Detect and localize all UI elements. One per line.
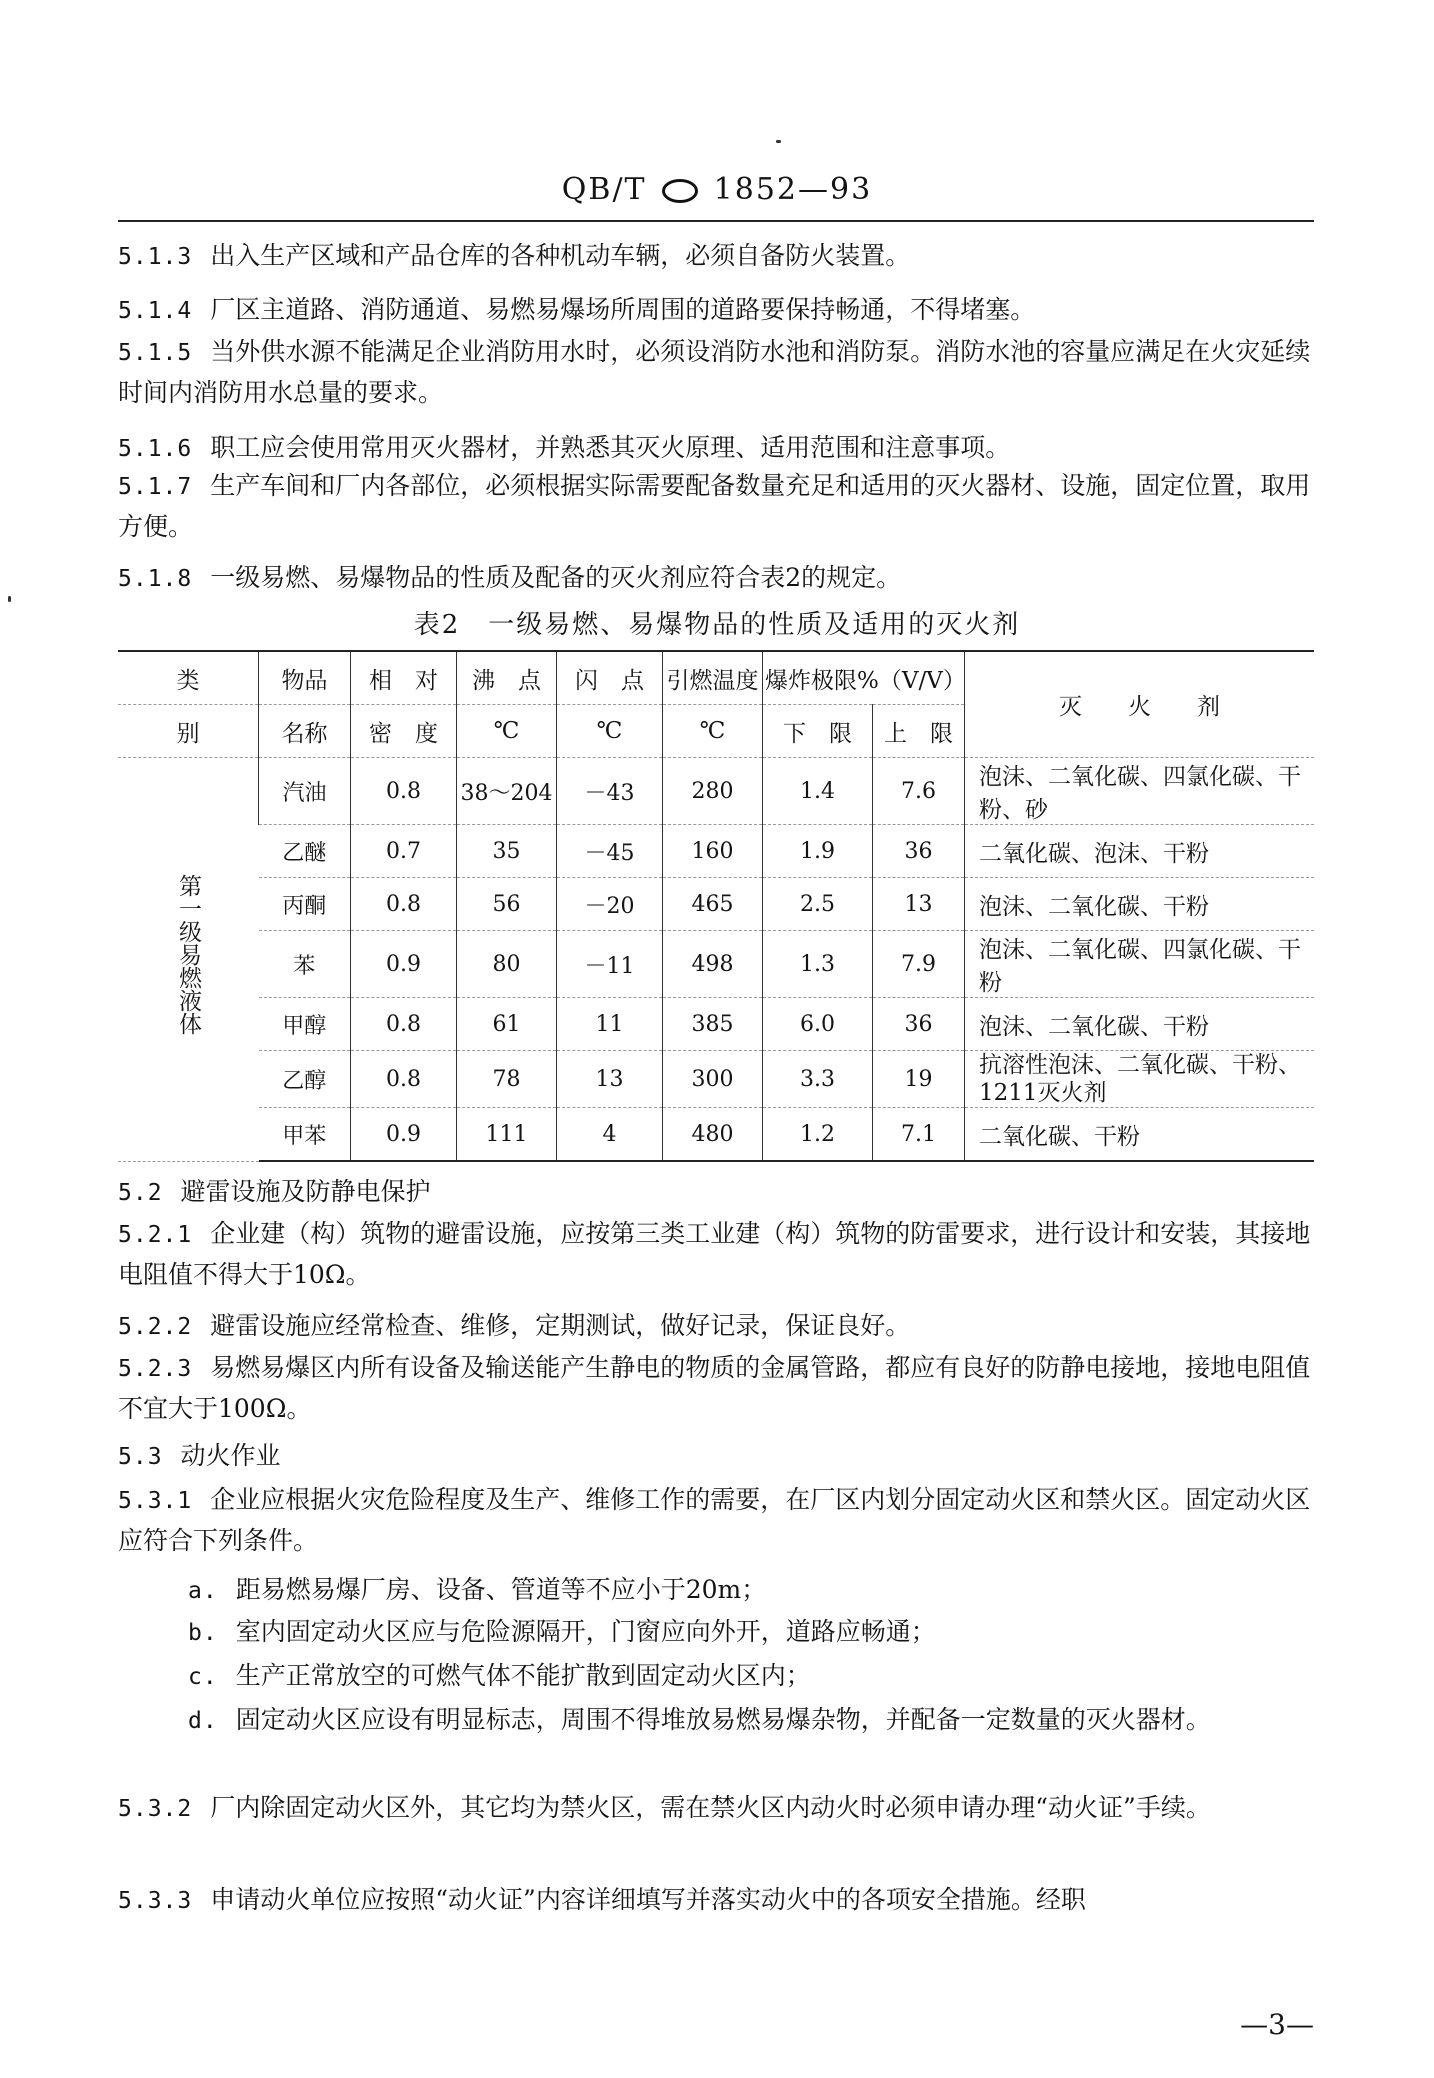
cell-flash: 4 xyxy=(557,1108,663,1162)
standard-code-number: 1852—93 xyxy=(713,172,873,207)
section-5-2-2 xyxy=(118,1306,1314,1347)
cell-name: 乙醇 xyxy=(259,1051,351,1108)
section-number: 5.2 xyxy=(118,1180,163,1206)
condition-d xyxy=(118,1700,1314,1741)
section-text: 一级易燃、易爆物品的性质及配备的灭火剂应符合表2的规定。 xyxy=(210,563,902,592)
condition-letter: c. xyxy=(188,1664,218,1690)
section-number: 5.1.7 xyxy=(118,474,193,500)
header-item-name: 名称 xyxy=(259,705,351,758)
header-flash-unit: ℃ xyxy=(557,705,663,758)
cell-ignite: 280 xyxy=(663,758,763,825)
cell-boil: 61 xyxy=(457,998,557,1051)
header-extinguishing-agent: 灭 火 剂 xyxy=(965,651,1315,758)
cell-agent: 二氧化碳、干粉 xyxy=(965,1108,1315,1162)
cell-ignite: 385 xyxy=(663,998,763,1051)
condition-a xyxy=(188,1570,1314,1611)
cell-upper: 7.9 xyxy=(873,931,965,998)
section-number: 5.1.3 xyxy=(118,244,193,270)
section-5-2-1 xyxy=(118,1214,1314,1295)
condition-text: 固定动火区应设有明显标志，周围不得堆放易燃易爆杂物，并配备一定数量的灭火器材。 xyxy=(235,1705,1211,1734)
table-row xyxy=(118,1108,1314,1162)
section-text: 避雷设施及防静电保护 xyxy=(180,1177,431,1206)
cell-upper: 19 xyxy=(873,1051,965,1108)
section-number: 5.3.2 xyxy=(118,1796,193,1822)
condition-text: 室内固定动火区应与危险源隔开，门窗应向外开，道路应畅通； xyxy=(235,1617,936,1646)
section-5-1-7 xyxy=(118,466,1314,547)
cell-boil: 56 xyxy=(457,878,557,931)
cell-ignite: 465 xyxy=(663,878,763,931)
header-category: 别 xyxy=(118,705,259,758)
table-row xyxy=(118,758,1314,825)
section-text: 申请动火单位应按照“动火证”内容详细填写并落实动火中的各项安全措施。经职 xyxy=(210,1885,1086,1914)
section-5-3-2 xyxy=(118,1788,1314,1829)
header-item-name: 物品 xyxy=(259,651,351,705)
header-density: 相 对 xyxy=(351,651,457,705)
table-row xyxy=(118,1051,1314,1108)
header-boiling-point: 沸 点 xyxy=(457,651,557,705)
section-5-3-3 xyxy=(118,1880,1314,1921)
cell-agent: 泡沫、二氧化碳、四氯化碳、干粉、砂 xyxy=(965,758,1315,825)
cell-density: 0.9 xyxy=(351,1108,457,1162)
cell-upper: 7.1 xyxy=(873,1108,965,1162)
condition-letter: a. xyxy=(188,1578,218,1604)
header-lower-limit: 下 限 xyxy=(763,705,873,758)
cell-flash: －43 xyxy=(557,758,663,825)
scan-speck xyxy=(776,140,781,143)
header-density: 密 度 xyxy=(351,705,457,758)
standard-mark-icon xyxy=(662,179,698,203)
cell-boil: 35 xyxy=(457,825,557,878)
header-ignition-unit: ℃ xyxy=(663,705,763,758)
condition-letter: b. xyxy=(188,1620,218,1646)
section-text: 厂内除固定动火区外，其它均为禁火区，需在禁火区内动火时必须申请办理“动火证”手续。 xyxy=(210,1793,1211,1822)
scan-speck xyxy=(8,596,11,602)
category-label: 第一级易燃液体 xyxy=(175,873,201,1035)
section-5-1-8 xyxy=(118,558,1314,599)
section-number: 5.1.6 xyxy=(118,436,193,462)
cell-lower: 2.5 xyxy=(763,878,873,931)
cell-boil: 78 xyxy=(457,1051,557,1108)
properties-table xyxy=(118,650,1314,1162)
cell-name: 甲醇 xyxy=(259,998,351,1051)
standard-code-prefix: QB/T xyxy=(561,172,647,207)
table-row xyxy=(118,998,1314,1051)
header-divider xyxy=(118,220,1314,222)
cell-lower: 1.3 xyxy=(763,931,873,998)
header-flash-point: 闪 点 xyxy=(557,651,663,705)
section-number: 5.3.3 xyxy=(118,1888,193,1914)
cell-name: 苯 xyxy=(259,931,351,998)
section-number: 5.2.3 xyxy=(118,1356,193,1382)
cell-density: 0.8 xyxy=(351,878,457,931)
cell-agent: 泡沫、二氧化碳、四氯化碳、干粉 xyxy=(965,931,1315,998)
section-text: 企业应根据火灾危险程度及生产、维修工作的需要，在厂区内划分固定动火区和禁火区。固定动火区应符合下列条件。 xyxy=(118,1485,1311,1555)
condition-b xyxy=(188,1612,1314,1653)
cell-boil: 38～204 xyxy=(457,758,557,825)
cell-density: 0.8 xyxy=(351,758,457,825)
table-row xyxy=(118,931,1314,998)
cell-name: 丙酮 xyxy=(259,878,351,931)
cell-density: 0.9 xyxy=(351,931,457,998)
section-number: 5.3 xyxy=(118,1444,163,1470)
cell-ignite: 300 xyxy=(663,1051,763,1108)
section-number: 5.2.2 xyxy=(118,1314,193,1340)
cell-ignite: 160 xyxy=(663,825,763,878)
header-boiling-unit: ℃ xyxy=(457,705,557,758)
cell-upper: 36 xyxy=(873,825,965,878)
condition-letter: d. xyxy=(188,1708,218,1734)
section-5-3-1 xyxy=(118,1480,1314,1561)
section-5-2 xyxy=(118,1172,1314,1213)
cell-flash: －11 xyxy=(557,931,663,998)
section-text: 厂区主道路、消防通道、易燃易爆场所周围的道路要保持畅通，不得堵塞。 xyxy=(210,295,1036,324)
table-caption: 表2 一级易燃、易爆物品的性质及适用的灭火剂 xyxy=(413,610,1021,640)
section-text: 生产车间和厂内各部位，必须根据实际需要配备数量充足和适用的灭火器材、设施，固定位置，取用方便。 xyxy=(118,471,1311,541)
document-header xyxy=(0,172,1434,207)
category-cell xyxy=(118,758,259,1162)
cell-boil: 80 xyxy=(457,931,557,998)
cell-agent: 二氧化碳、泡沫、干粉 xyxy=(965,825,1315,878)
cell-boil: 111 xyxy=(457,1108,557,1162)
section-text: 职工应会使用常用灭火器材，并熟悉其灭火原理、适用范围和注意事项。 xyxy=(210,433,1011,462)
section-number: 5.2.1 xyxy=(118,1222,193,1248)
header-upper-limit: 上 限 xyxy=(873,705,965,758)
condition-c xyxy=(188,1656,1314,1697)
section-text: 避雷设施应经常检查、维修，定期测试，做好记录，保证良好。 xyxy=(210,1311,911,1340)
section-number: 5.1.5 xyxy=(118,340,193,366)
cell-lower: 6.0 xyxy=(763,998,873,1051)
condition-text: 生产正常放空的可燃气体不能扩散到固定动火区内； xyxy=(235,1661,811,1690)
cell-agent: 抗溶性泡沫、二氧化碳、干粉、1211灭火剂 xyxy=(965,1051,1315,1108)
section-5-1-3 xyxy=(118,236,1314,277)
cell-name: 乙醚 xyxy=(259,825,351,878)
section-5-3 xyxy=(118,1436,1314,1477)
section-text: 当外供水源不能满足企业消防用水时，必须设消防水池和消防泵。消防水池的容量应满足在火灾延续时间内消防用水总量的要求。 xyxy=(118,337,1311,407)
cell-upper: 7.6 xyxy=(873,758,965,825)
section-number: 5.1.8 xyxy=(118,566,193,592)
cell-flash: －45 xyxy=(557,825,663,878)
table-row xyxy=(118,825,1314,878)
page-number: —3— xyxy=(1240,2008,1314,2041)
cell-name: 甲苯 xyxy=(259,1108,351,1162)
table-header-row xyxy=(118,651,1314,705)
section-text: 出入生产区域和产品仓库的各种机动车辆，必须自备防火装置。 xyxy=(210,241,911,270)
cell-ignite: 498 xyxy=(663,931,763,998)
table-row xyxy=(118,878,1314,931)
cell-density: 0.8 xyxy=(351,1051,457,1108)
cell-agent: 泡沫、二氧化碳、干粉 xyxy=(965,878,1315,931)
cell-density: 0.8 xyxy=(351,998,457,1051)
section-5-1-4 xyxy=(118,290,1314,331)
header-category: 类 xyxy=(118,651,259,705)
header-ignition-temp: 引燃温度 xyxy=(663,651,763,705)
section-number: 5.1.4 xyxy=(118,298,193,324)
cell-name: 汽油 xyxy=(259,758,351,825)
section-text: 动火作业 xyxy=(180,1441,281,1470)
cell-agent: 泡沫、二氧化碳、干粉 xyxy=(965,998,1315,1051)
section-text: 企业建（构）筑物的避雷设施，应按第三类工业建（构）筑物的防雷要求，进行设计和安装，其接地电阻值不得大于10Ω。 xyxy=(118,1219,1311,1289)
cell-upper: 13 xyxy=(873,878,965,931)
cell-density: 0.7 xyxy=(351,825,457,878)
cell-lower: 1.9 xyxy=(763,825,873,878)
cell-flash: 13 xyxy=(557,1051,663,1108)
cell-flash: －20 xyxy=(557,878,663,931)
cell-lower: 1.2 xyxy=(763,1108,873,1162)
cell-lower: 1.4 xyxy=(763,758,873,825)
cell-upper: 36 xyxy=(873,998,965,1051)
cell-ignite: 480 xyxy=(663,1108,763,1162)
section-number: 5.3.1 xyxy=(118,1488,193,1514)
header-explosion-limit: 爆炸极限%（V/V） xyxy=(763,651,965,705)
cell-flash: 11 xyxy=(557,998,663,1051)
section-text: 易燃易爆区内所有设备及输送能产生静电的物质的金属管路，都应有良好的防静电接地，接地电阻值不宜大于100Ω。 xyxy=(118,1353,1311,1423)
condition-text: 距易燃易爆厂房、设备、管道等不应小于20m； xyxy=(235,1575,767,1604)
section-5-1-6 xyxy=(118,428,1314,469)
cell-lower: 3.3 xyxy=(763,1051,873,1108)
section-5-1-5 xyxy=(118,332,1314,413)
section-5-2-3 xyxy=(118,1348,1314,1429)
